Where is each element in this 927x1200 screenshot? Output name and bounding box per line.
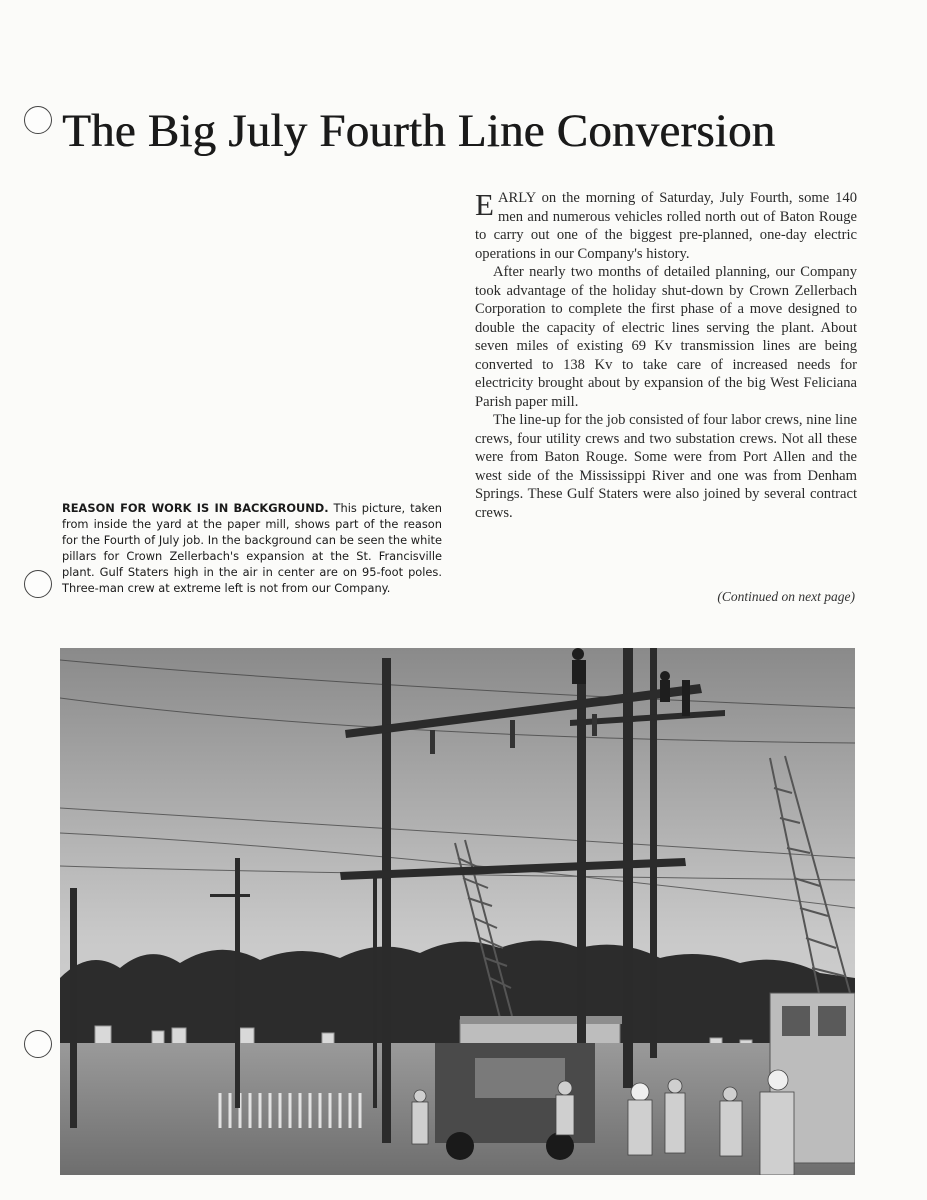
article-paragraph-3: The line-up for the job consisted of four labor crews, nine line crews, four utility crews and two substation crews. Not all these were from Baton Rouge. Some were from Port Allen and the west side of the Mississippi River and one was from Denham Springs. These Gulf Staters were also joined by several contract crews. — [475, 412, 857, 521]
caption-text: This picture, taken from inside the yard at the paper mill, shows part of the reason for the Fourth of July job. In the background can be seen the white pillars for Crown Zellerbach's expansion at the St. Francisville plant. Gulf Staters high in the air in center are on 95-foot poles. Three-man crew at extreme left is not from our Company. — [62, 501, 442, 595]
article-paragraph-2: After nearly two months of detailed planning, our Company took advantage of the holiday shut-down by Crown Zellerbach Corporation to complete the first phase of a move designed to double the capacity of electric lines serving the plant. About seven miles of existing 69 Kv transmission lines are being converted to 138 Kv to take care of increased needs for electricity brought about by expansion of the big West Feliciana Parish paper mill. — [475, 264, 857, 410]
line-crew-photo — [60, 648, 855, 1175]
photo-caption — [62, 500, 442, 596]
article-paragraph-1: EARLY on the morning of Saturday, July Fourth, some 140 men and numerous vehicles rolled north out of Baton Rouge to carry out one of the biggest pre-planned, one-day electric operations in our Company's history. — [475, 187, 857, 262]
drop-cap: E — [475, 187, 494, 222]
binder-hole-top — [24, 106, 52, 134]
binder-hole-middle — [24, 570, 52, 598]
caption-lead: REASON FOR WORK IS IN BACKGROUND. — [62, 501, 329, 515]
continued-note: (Continued on next page) — [717, 589, 855, 604]
page-title: The Big July Fourth Line Conversion — [62, 105, 776, 157]
binder-hole-bottom — [24, 1030, 52, 1058]
article-body — [475, 189, 857, 522]
photo-illustration — [60, 648, 855, 1175]
